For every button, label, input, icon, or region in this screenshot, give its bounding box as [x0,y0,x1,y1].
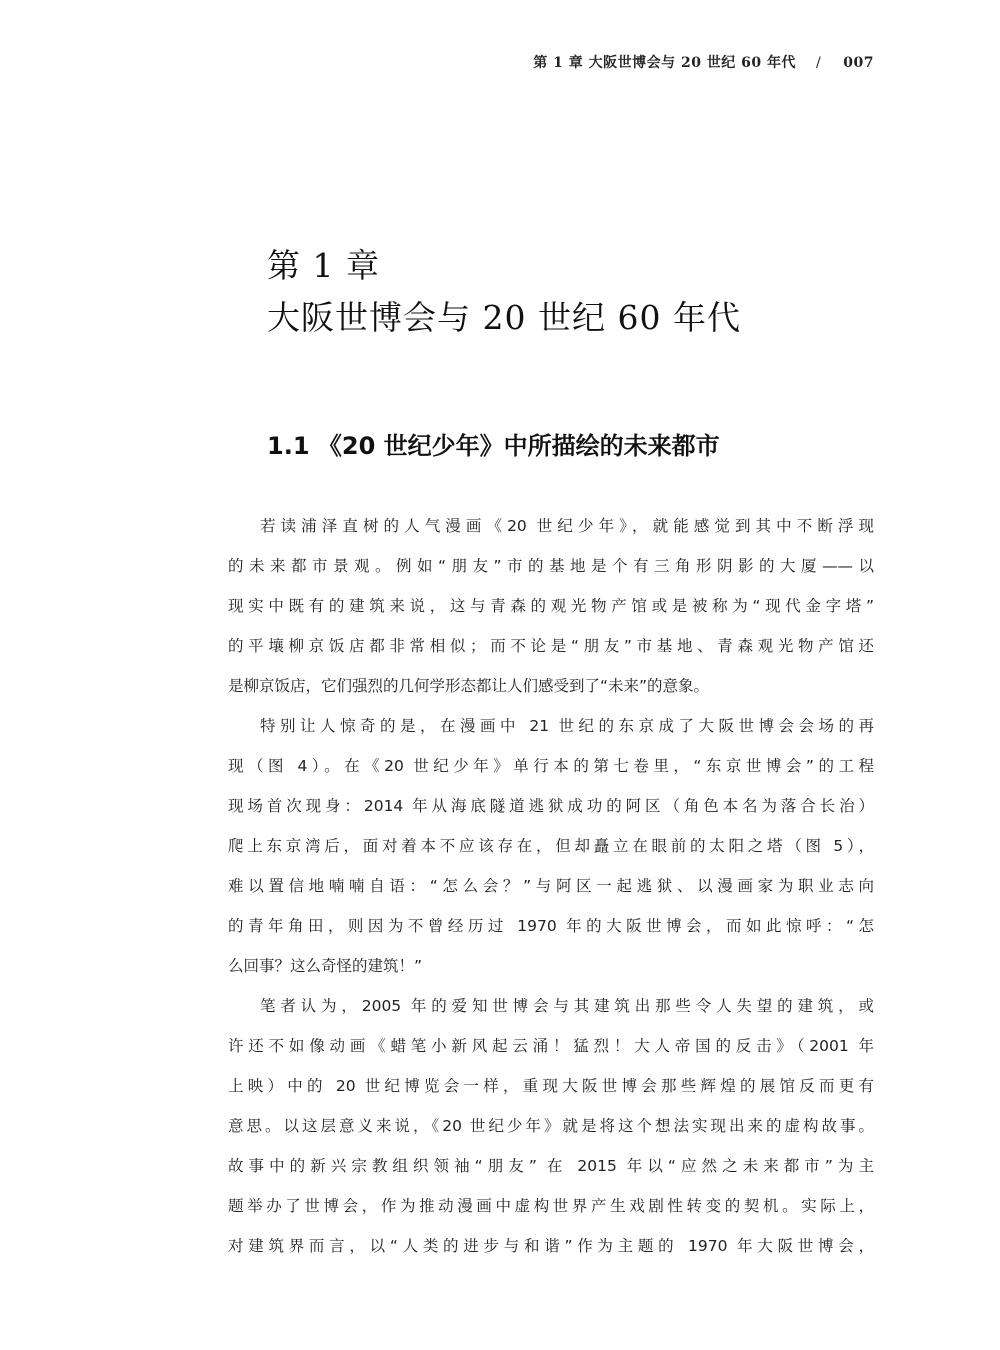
text-line: 对建筑界而言，以“人类的进步与和谐”作为主题的 1970 年大阪世博会， [228,1237,874,1255]
text-line: 许还不如像动画《蜡笔小新风起云涌！猛烈！大人帝国的反击》（2001 年 [228,1037,874,1055]
body-text [228,506,874,1266]
running-head [533,52,874,72]
text-line: 么回事？这么奇怪的建筑！” [228,957,423,975]
text-line: 难以置信地喃喃自语：“怎么会？”与阿区一起逃狱、以漫画家为职业志向 [228,877,874,895]
text-line: 是柳京饭店，它们强烈的几何学形态都让人们感受到了“未来”的意象。 [228,677,710,695]
text-line: 现实中既有的建筑来说，这与青森的观光物产馆或是被称为“现代金字塔” [228,597,874,615]
chapter-title: 大阪世博会与 20 世纪 60 年代 [267,298,741,337]
text-line: 意思。以这层意义来说，《20 世纪少年》就是将这个想法实现出来的虚构故事。 [228,1117,874,1135]
text-line: 上映）中的 20 世纪博览会一样，重现大阪世博会那些辉煌的展馆反而更有 [228,1077,874,1095]
text-line: 的青年角田，则因为不曾经历过 1970 年的大阪世博会，而如此惊呼：“怎 [228,917,874,935]
text-line: 故事中的新兴宗教组织领袖“朋友” 在 2015 年以“应然之未来都市”为主 [228,1157,874,1175]
section-title: 1.1 《20 世纪少年》中所描绘的未来都市 [267,432,720,460]
running-head-chapter: 第 1 章 大阪世博会与 20 世纪 60 年代 [533,55,797,71]
text-line: 现（图 4）。在《20 世纪少年》单行本的第七卷里，“东京世博会”的工程 [228,757,874,775]
text-line: 的平壤柳京饭店都非常相似；而不论是“朋友”市基地、青森观光物产馆还 [228,637,874,655]
chapter-number: 第 1 章 [267,246,380,285]
text-line: 的未来都市景观。例如“朋友”市的基地是个有三角形阴影的大厦——以 [228,557,874,575]
text-line: 若读浦泽直树的人气漫画《20 世纪少年》，就能感觉到其中不断浮现 [260,517,874,535]
text-line: 爬上东京湾后，面对着本不应该存在，但却矗立在眼前的太阳之塔（图 5）， [228,837,874,855]
text-line: 现场首次现身：2014 年从海底隧道逃狱成功的阿区（角色本名为落合长治） [228,797,874,815]
chapter-heading [267,240,741,344]
text-line: 特别让人惊奇的是，在漫画中 21 世纪的东京成了大阪世博会会场的再 [260,717,874,735]
running-head-separator: / [816,55,822,71]
text-line: 题举办了世博会，作为推动漫画中虚构世界产生戏剧性转变的契机。实际上， [228,1197,874,1215]
text-line: 笔者认为，2005 年的爱知世博会与其建筑出那些令人失望的建筑，或 [260,997,874,1015]
page-number: 007 [843,55,874,71]
